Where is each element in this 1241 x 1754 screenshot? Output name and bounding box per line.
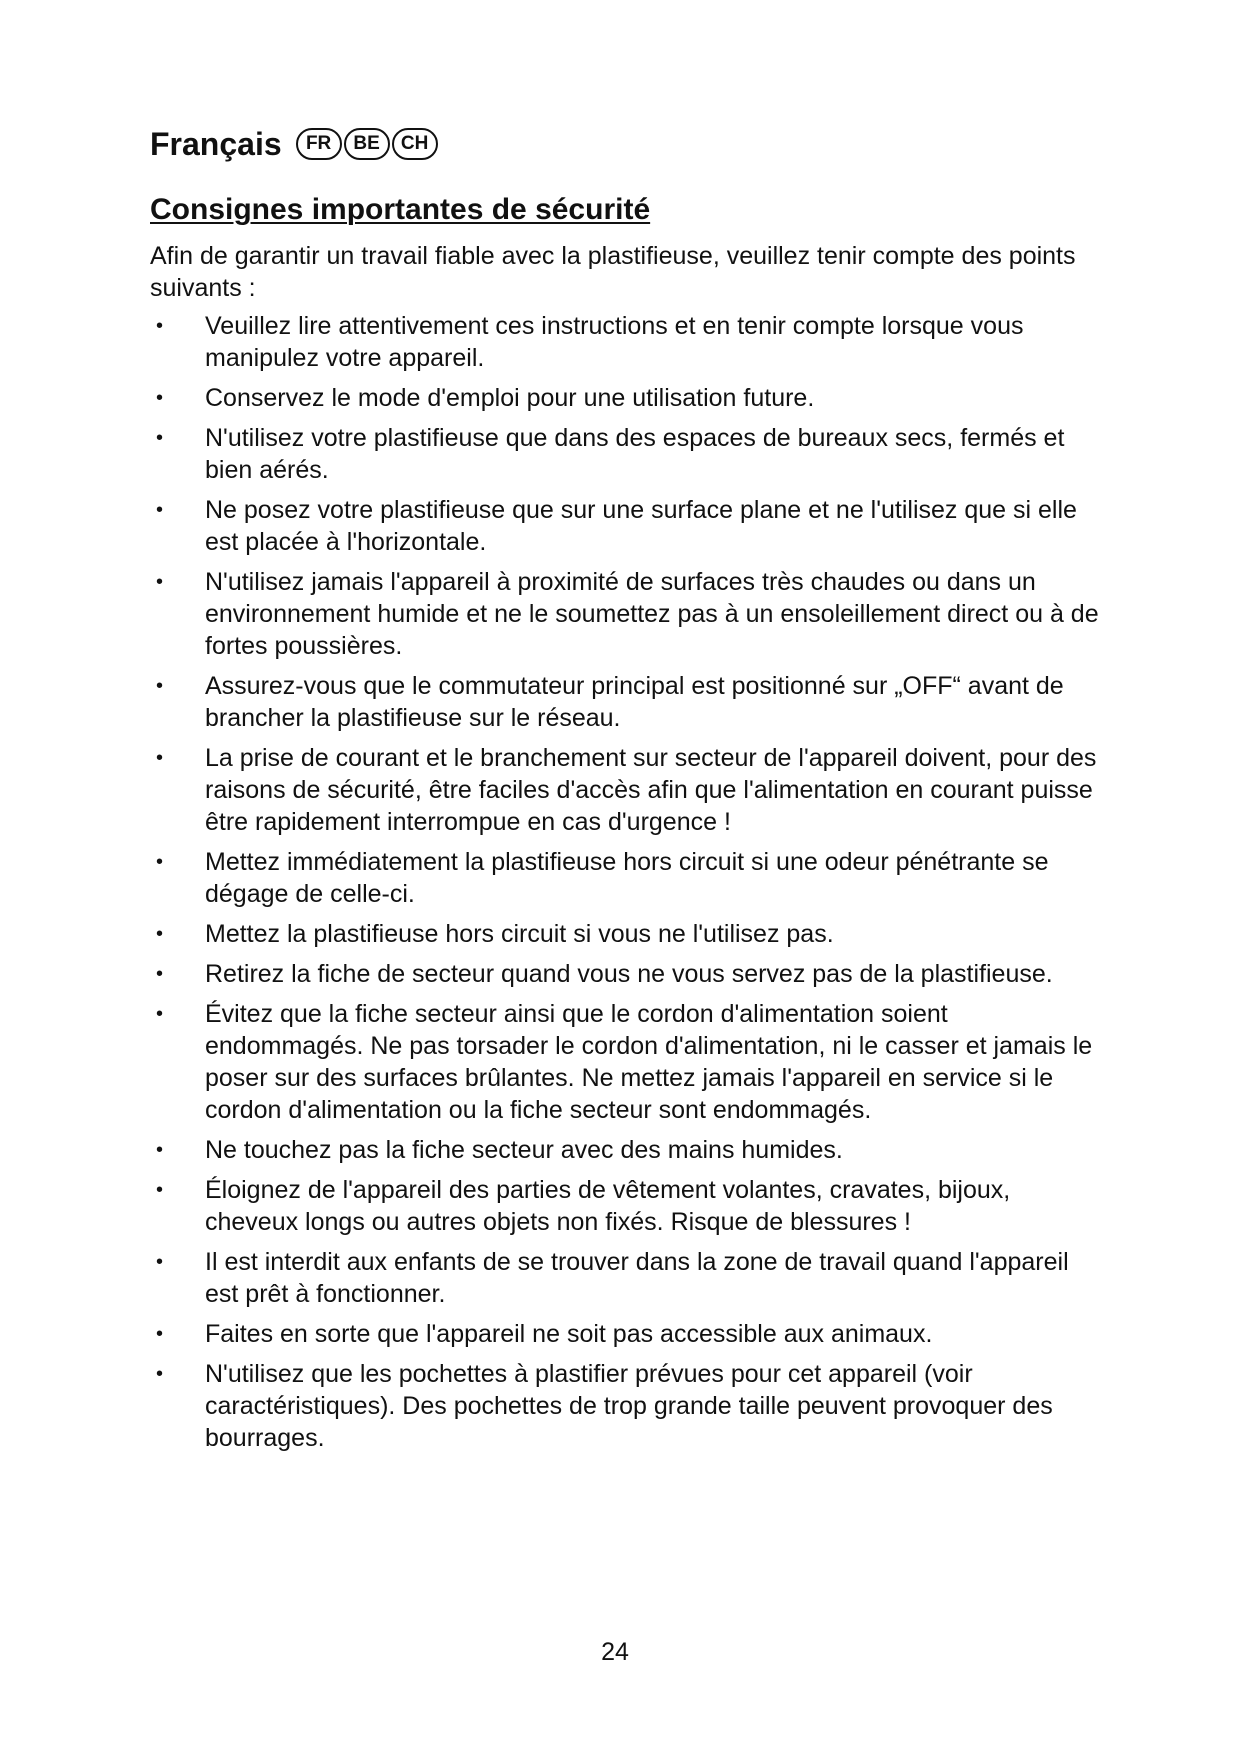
list-item-text: Retirez la fiche de secteur quand vous ne vous servez pas de la plastifieuse. [205, 960, 1053, 988]
list-item [150, 1246, 1100, 1310]
bullet-icon: • [156, 963, 164, 985]
list-item-text: Conservez le mode d'emploi pour une utilisation future. [205, 384, 815, 412]
list-item [150, 918, 1100, 950]
list-item [150, 1174, 1100, 1238]
list-item [150, 566, 1100, 662]
bullet-icon: • [156, 315, 164, 337]
list-item [150, 494, 1100, 558]
list-item [150, 382, 1100, 414]
section-title: Consignes importantes de sécurité [150, 193, 651, 226]
bullet-icon: • [156, 1251, 164, 1273]
list-item [150, 310, 1100, 374]
list-item-text: Mettez la plastifieuse hors circuit si vous ne l'utilisez pas. [205, 920, 834, 948]
list-item [150, 742, 1100, 838]
bullet-icon: • [156, 747, 164, 769]
list-item [150, 1318, 1100, 1350]
bullet-icon: • [156, 1139, 164, 1161]
list-item-text: Ne posez votre plastifieuse que sur une surface plane et ne l'utilisez que si elle est placée à l'horizontale. [205, 496, 1077, 556]
bullet-icon: • [156, 387, 164, 409]
list-item-text: Ne touchez pas la fiche secteur avec des mains humides. [205, 1136, 843, 1164]
page-number: 24 [601, 1638, 629, 1666]
country-badges [296, 128, 438, 160]
bullet-icon: • [156, 851, 164, 873]
list-item-text: Assurez-vous que le commutateur principal est positionné sur „OFF“ avant de brancher la plastifieuse sur le réseau. [205, 672, 1064, 732]
language-heading [150, 124, 438, 164]
bullet-icon: • [156, 1003, 164, 1025]
bullet-icon: • [156, 499, 164, 521]
list-item [150, 846, 1100, 910]
country-badge-fr: FR [296, 128, 342, 160]
intro-paragraph: Afin de garantir un travail fiable avec la plastifieuse, veuillez tenir compte des points suivants : [150, 242, 1076, 302]
bullet-icon: • [156, 1363, 164, 1385]
manual-page [150, 0, 1100, 1754]
list-item-text: Veuillez lire attentivement ces instructions et en tenir compte lorsque vous manipulez votre appareil. [205, 312, 1024, 372]
country-badge-be: BE [344, 128, 390, 160]
list-item-text: Évitez que la fiche secteur ainsi que le cordon d'alimentation soient endommagés. Ne pas torsader le cordon d'alimentation, ni le casser et jamais le poser sur des surfaces brûlantes. Ne mettez jamais l'appareil en service si le cordon d'alimentation ou la fiche secteur sont endommagés. [205, 1000, 1093, 1124]
list-item [150, 1358, 1100, 1454]
bullet-icon: • [156, 675, 164, 697]
bullet-icon: • [156, 923, 164, 945]
list-item [150, 670, 1100, 734]
bullet-icon: • [156, 1179, 164, 1201]
list-item [150, 422, 1100, 486]
list-item [150, 1134, 1100, 1166]
bullet-icon: • [156, 1323, 164, 1345]
list-item-text: Mettez immédiatement la plastifieuse hors circuit si une odeur pénétrante se dégage de celle-ci. [205, 848, 1049, 908]
list-item-text: Éloignez de l'appareil des parties de vêtement volantes, cravates, bijoux, cheveux longs ou autres objets non fixés. Risque de blessures ! [205, 1176, 1011, 1236]
list-item-text: Faites en sorte que l'appareil ne soit pas accessible aux animaux. [205, 1320, 933, 1348]
list-item-text: N'utilisez jamais l'appareil à proximité de surfaces très chaudes ou dans un environnement humide et ne le soumettez pas à un ensoleillement direct ou à de fortes poussières. [205, 568, 1099, 660]
bullet-icon: • [156, 571, 164, 593]
list-item-text: N'utilisez votre plastifieuse que dans des espaces de bureaux secs, fermés et bien aérés. [205, 424, 1065, 484]
list-item-text: Il est interdit aux enfants de se trouver dans la zone de travail quand l'appareil est prêt à fonctionner. [205, 1248, 1069, 1308]
bullet-icon: • [156, 427, 164, 449]
list-item [150, 958, 1100, 990]
language-title: Français [150, 126, 282, 162]
list-item-text: N'utilisez que les pochettes à plastifier prévues pour cet appareil (voir caractéristiques). Des pochettes de trop grande taille peuvent provoquer des bourrages. [205, 1360, 1053, 1452]
country-badge-ch: CH [392, 128, 438, 160]
list-item-text: La prise de courant et le branchement sur secteur de l'appareil doivent, pour des raisons de sécurité, être faciles d'accès afin que l'alimentation en courant puisse être rapidement interrompue en cas d'urgence ! [205, 744, 1097, 836]
safety-rules-list [150, 310, 1100, 1462]
list-item [150, 998, 1100, 1126]
